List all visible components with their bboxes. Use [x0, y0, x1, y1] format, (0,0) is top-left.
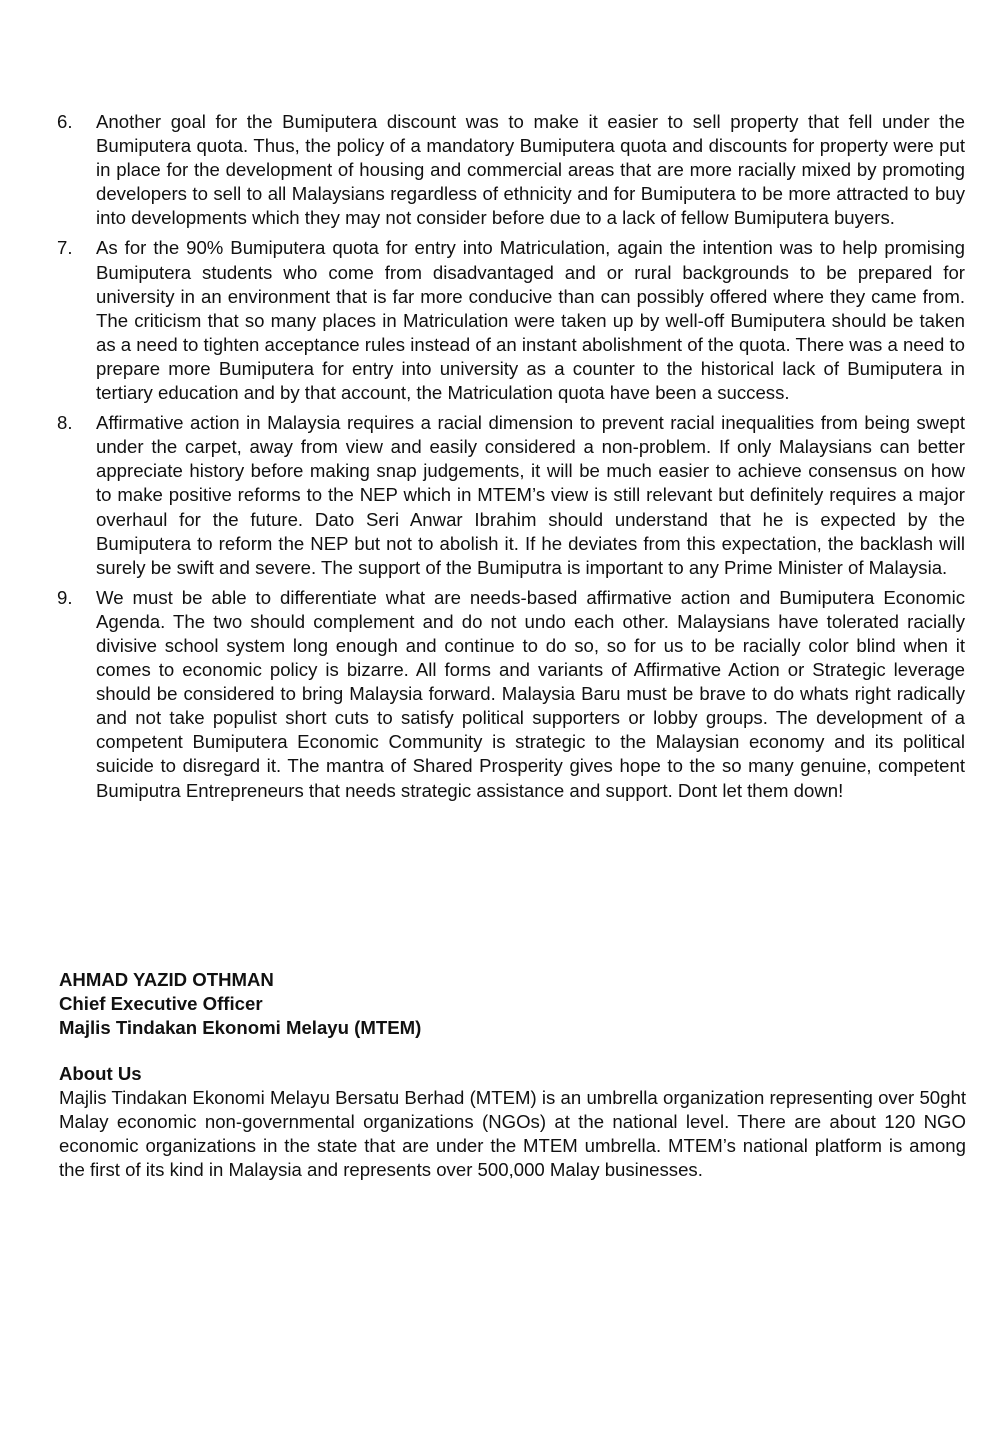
signatory-title: Chief Executive Officer [59, 993, 263, 1015]
signatory-name: AHMAD YAZID OTHMAN [59, 969, 274, 990]
point-item-6 [57, 110, 967, 230]
point-item-9 [57, 586, 967, 803]
point-number: 6. [57, 111, 73, 132]
signature-block [59, 968, 659, 1040]
about-us-heading: About Us [59, 1063, 142, 1084]
point-text: Another goal for the Bumiputera discount was to make it easier to sell property that fell under the Bumiputera quota. Thus, the policy of a mandatory Bumiputera quota and discounts for property were put in place for the development of housing and commercial areas that are more racially mixed by promoting developers to sell to all Malaysians regardless of ethnicity and for Bumiputera to be more attracted to buy into developments which they may not consider before due to a lack of fellow Bumiputera buyers. [96, 111, 965, 229]
about-us-body: Majlis Tindakan Ekonomi Melayu Bersatu Berhad (MTEM) is an umbrella organization representing over 50ght Malay economic non-governmental organizations (NGOs) at the national level. There are about 120 NGO economic organizations in the state that are under the MTEM umbrella. MTEM’s national platform is among the first of its kind in Malaysia and represents over 500,000 Malay businesses. [59, 1087, 966, 1181]
point-text: Affirmative action in Malaysia requires a racial dimension to prevent racial inequalities from being swept under the carpet, away from view and easily considered a non-problem. If only Malaysians can better appreciate history before making snap judgements, it will be much easier to achieve consensus on how to make positive reforms to the NEP which in MTEM’s view is still relevant but definitely requires a major overhaul for the future. Dato Seri Anwar Ibrahim should understand that he is expected by the Bumiputera to reform the NEP but not to abolish it. If he deviates from this expectation, the backlash will surely be swift and severe. The support of the Bumiputra is important to any Prime Minister of Malaysia. [96, 412, 965, 578]
point-text: As for the 90% Bumiputera quota for entry into Matriculation, again the intention was to help promising Bumiputera students who come from disadvantaged and or rural backgrounds to be prepared for university in an environment that is far more conducive than can possibly offered where they came from. The criticism that so many places in Matriculation were taken up by well-off Bumiputera should be taken as a need to tighten acceptance rules instead of an instant abolishment of the quota. There was a need to prepare more Bumiputera for entry into university as a counter to the historical lack of Bumiputera in tertiary education and by that account, the Matriculation quota have been a success. [96, 237, 965, 404]
point-item-8 [57, 411, 967, 580]
about-us-section [59, 1062, 966, 1182]
point-number: 7. [57, 237, 73, 259]
point-number: 9. [57, 586, 73, 608]
point-item-7 [57, 236, 967, 405]
point-text: We must be able to differentiate what are needs-based affirmative action and Bumiputera Economic Agenda. The two should complement and do not undo each other. Malaysians have tolerated racially divisive school system long enough and continue to do so, so for us to be racially color blind when it comes to economic policy is bizarre. All forms and variants of Affirmative Action or Strategic leverage should be considered to bring Malaysia forward. Malaysia Baru must be brave to do whats right radically and not take populist short cuts to satisfy political supporters or lobby groups. The development of a competent Bumiputera Economic Community is strategic to the Malaysian economy and its political suicide to disregard it. The mantra of Shared Prosperity gives hope to the so many genuine, competent Bumiputra Entrepreneurs that needs strategic assistance and support. Dont let them down! [96, 586, 965, 801]
signatory-organization: Majlis Tindakan Ekonomi Melayu (MTEM) [59, 1017, 422, 1039]
numbered-points-list [57, 110, 967, 809]
point-number: 8. [57, 412, 73, 434]
